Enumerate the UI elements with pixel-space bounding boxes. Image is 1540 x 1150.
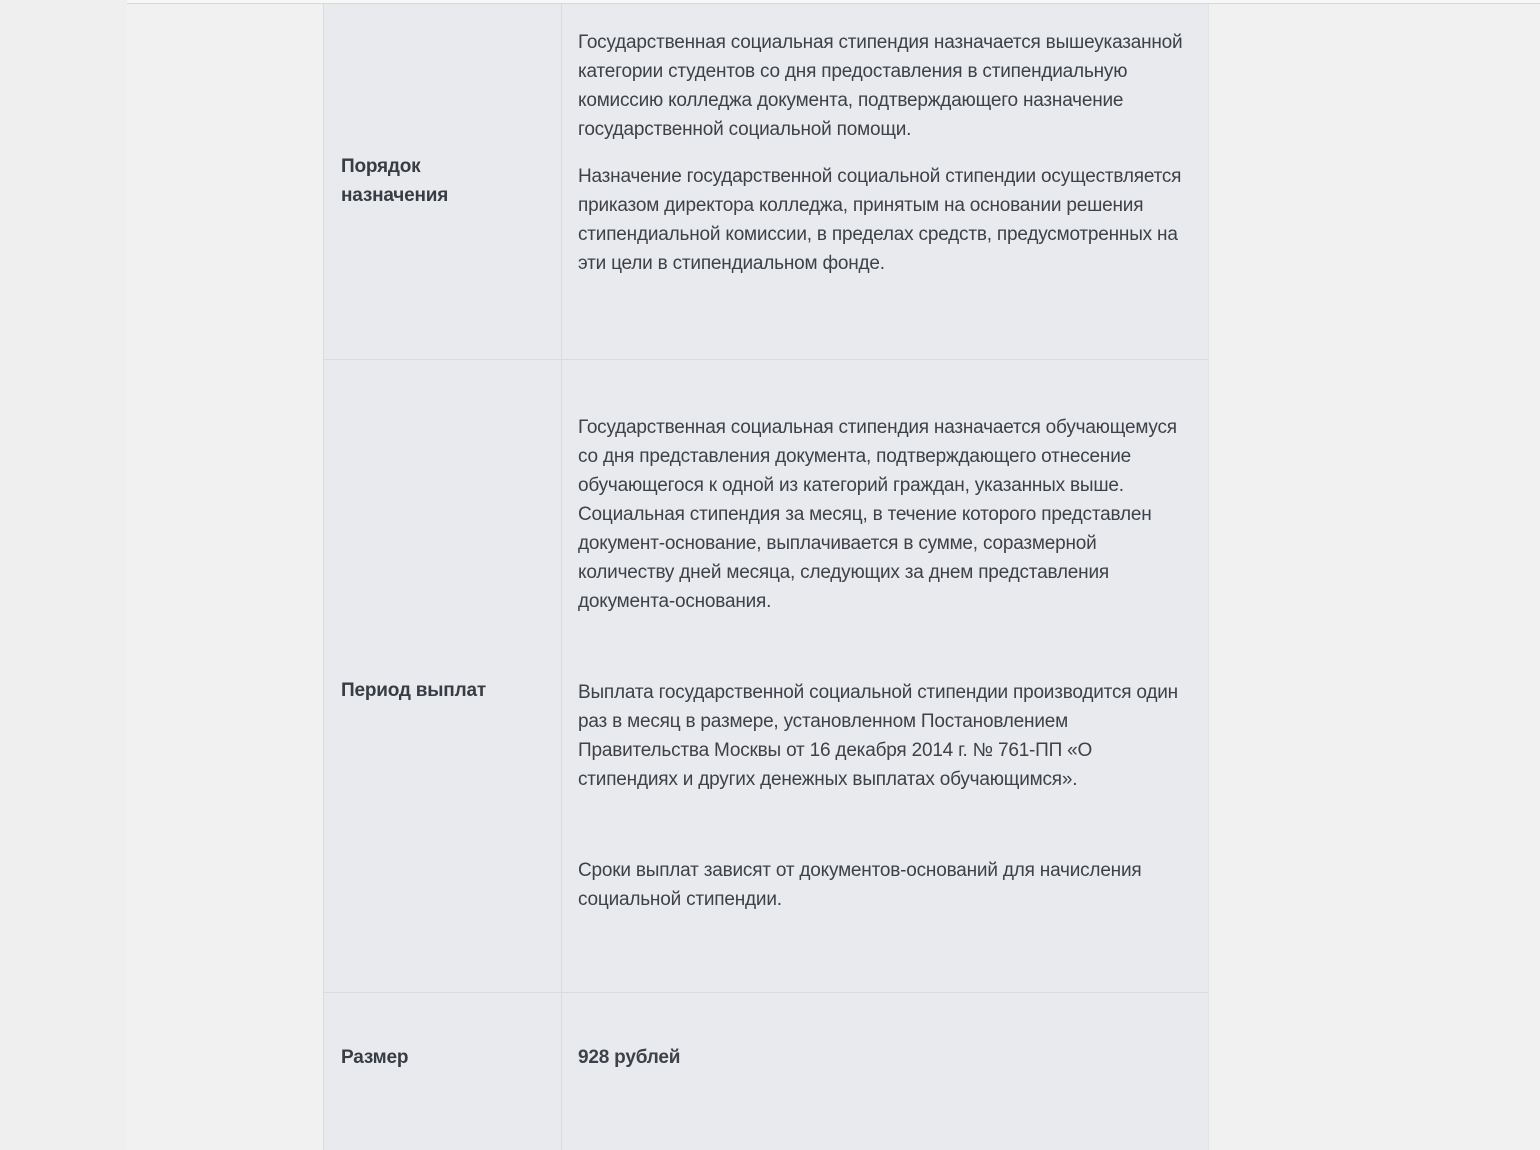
- table-row-assignment-order: [324, 4, 1208, 360]
- label-cell: [324, 993, 562, 1150]
- paragraph: Государственная социальная стипендия назначается обучающемуся со дня представления документа, подтверждающего отнесение обучающегося к одной из категорий граждан, указанных выше. Социальная стипендия за месяц, в течение которого представлен документ-основание, выплачивается в сумме, соразмерной количеству дней месяца, следующих за днем представления документа-основания.: [578, 417, 1177, 612]
- label-cell: [324, 360, 562, 992]
- paragraph: Государственная социальная стипендия назначается вышеуказанной категории студентов со дня предоставления в стипендиальную комиссию колледжа документа, подтверждающего назначение государственной социальной помощи.: [578, 32, 1183, 140]
- row-label: Порядок назначения: [341, 156, 449, 206]
- stipend-info-table: [323, 4, 1209, 1150]
- row-label: Размер: [341, 1047, 409, 1068]
- table-row-amount: [324, 993, 1208, 1150]
- text-cell: [562, 360, 1208, 992]
- table-row-payment-period: [324, 360, 1208, 993]
- text-cell: [562, 4, 1208, 359]
- row-label: Период выплат: [341, 680, 486, 701]
- text-cell: [562, 993, 1208, 1150]
- paragraph: Выплата государственной социальной стипендии производится один раз в месяц в размере, установленном Постановлением Правительства Москвы от 16 декабря 2014 г. № 761-ПП «О стипендиях и других денежных выплатах обучающимся».: [578, 682, 1178, 790]
- paragraph: Сроки выплат зависят от документов-оснований для начисления социальной стипендии.: [578, 860, 1142, 910]
- paragraph: Назначение государственной социальной стипендии осуществляется приказом директора колледжа, принятым на основании решения стипендиальной комиссии, в пределах средств, предусмотренных на эти цели в стипендиальном фонде.: [578, 166, 1182, 274]
- label-cell: [324, 4, 562, 359]
- amount-value: 928 рублей: [578, 1047, 681, 1068]
